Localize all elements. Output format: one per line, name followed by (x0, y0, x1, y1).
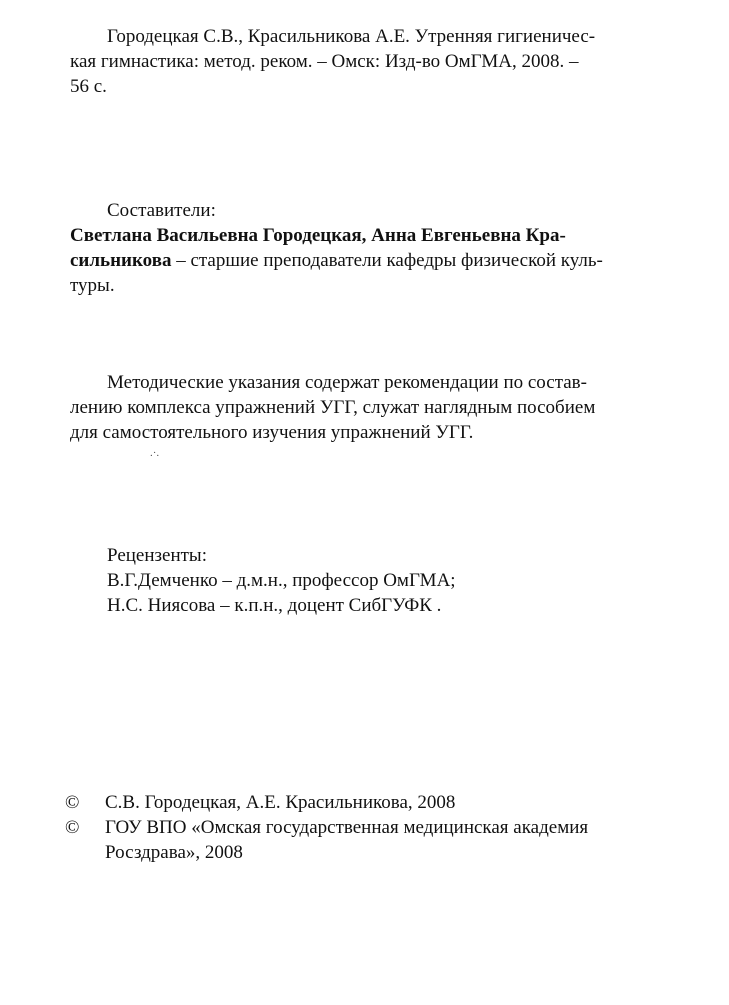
bib-line: кая гимнастика: метод. реком. – Омск: Изд-во ОмГМА, 2008. – (70, 51, 579, 72)
copyright-text: С.В. Городецкая, А.Е. Красильникова, 2008 (105, 792, 456, 813)
compilers-role: – старшие преподаватели кафедры физической куль- (171, 250, 603, 271)
copyright-icon: © (65, 817, 80, 838)
compilers-names-cont: сильникова (70, 250, 172, 271)
reviewer-item: В.Г.Демченко – д.м.н., профессор ОмГМА; (107, 570, 456, 591)
copyright-icon: © (65, 792, 80, 813)
bib-line: Городецкая С.В., Красильникова А.Е. Утренняя гигиеничес- (107, 26, 596, 47)
reviewers-label: Рецензенты: (107, 545, 207, 566)
annotation-block (70, 370, 662, 445)
copyright-block (65, 790, 665, 865)
bibliographic-record (70, 24, 662, 99)
scan-speck: .·. (150, 447, 160, 459)
annotation-line: для самостоятельного изучения упражнений УГГ. (70, 422, 474, 443)
copyright-row (65, 790, 665, 815)
reviewer-item: Н.С. Ниясова – к.п.н., доцент СибГУФК . (107, 595, 442, 616)
compilers-names: Светлана Васильевна Городецкая, Анна Евгеньевна Кра- (70, 225, 566, 246)
copyright-row (65, 815, 665, 865)
compilers-label: Составители: (107, 200, 216, 221)
compilers-role-line (70, 248, 662, 273)
bib-line: 56 с. (70, 76, 107, 97)
annotation-line: лению комплекса упражнений УГГ, служат наглядным пособием (70, 397, 596, 418)
compilers-block (70, 223, 662, 298)
compilers-role-end: туры. (70, 275, 115, 296)
compilers-names-line (70, 223, 662, 248)
copyright-text: ГОУ ВПО «Омская государственная медицинская академия Росздрава», 2008 (105, 817, 589, 863)
reviewers-block (70, 543, 662, 618)
annotation-line: Методические указания содержат рекомендации по состав- (107, 372, 587, 393)
